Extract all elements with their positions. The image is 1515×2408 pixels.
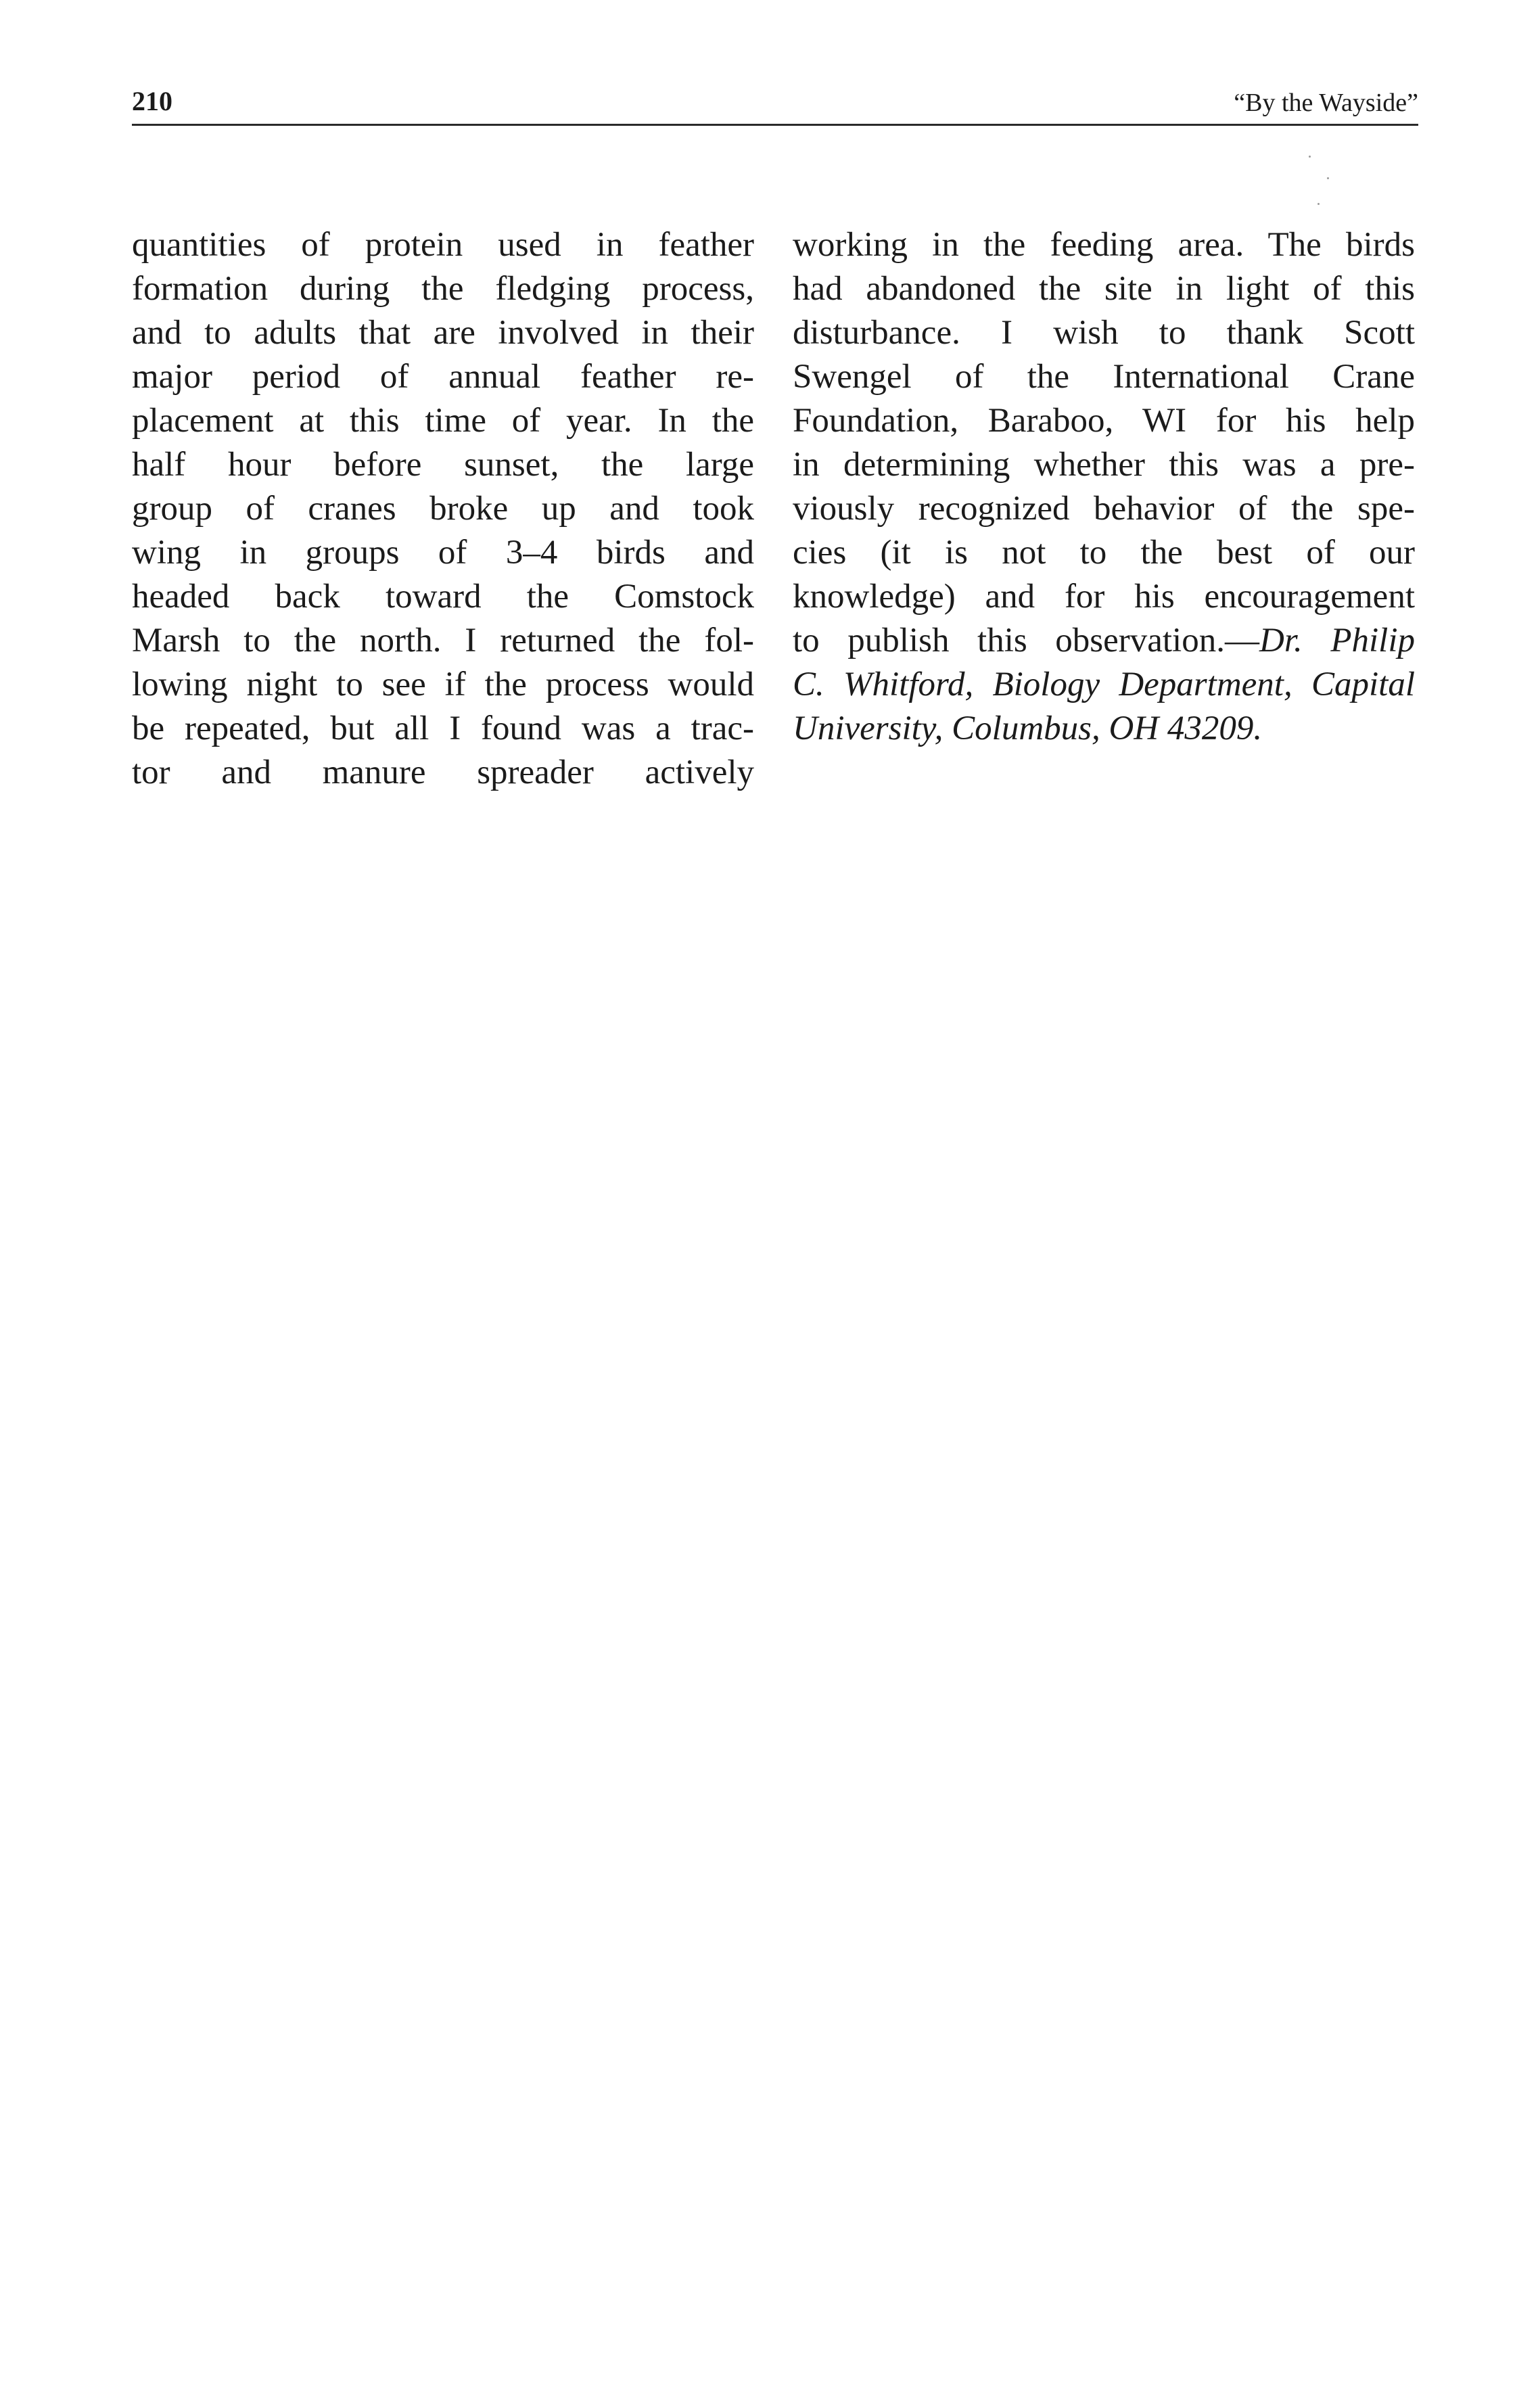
- page-header: [132, 81, 1418, 124]
- text-line: major period of annual feather re-: [132, 358, 754, 396]
- text-line: Swengel of the International Crane: [793, 358, 1415, 396]
- text-line: quantities of protein used in feather: [132, 226, 754, 264]
- page-number: 210: [132, 86, 172, 116]
- scan-speck: [1309, 156, 1311, 158]
- text-line: Foundation, Baraboo, WI for his help: [793, 402, 1415, 440]
- text-line: cies (it is not to the best of our: [793, 534, 1415, 572]
- text-line: tor and manure spreader actively: [132, 754, 754, 791]
- header-rule: [132, 124, 1418, 126]
- text-line: wing in groups of 3–4 birds and: [132, 534, 754, 572]
- text-line: formation during the fledging process,: [132, 270, 754, 308]
- author-affiliation-line: C. Whitford, Biology Department, Capital: [793, 666, 1415, 703]
- text-line: had abandoned the site in light of this: [793, 270, 1415, 308]
- text-line-mixed: [793, 619, 1415, 663]
- running-head: “By the Wayside”: [1234, 89, 1418, 117]
- scan-speck: [1318, 203, 1320, 205]
- text-fragment: to publish this observation.—: [793, 622, 1259, 659]
- text-line: disturbance. I wish to thank Scott: [793, 314, 1415, 352]
- left-column: [132, 223, 754, 795]
- text-line: half hour before sunset, the large: [132, 446, 754, 484]
- scan-speck: [1327, 177, 1329, 179]
- text-line: be repeated, but all I found was a trac-: [132, 710, 754, 747]
- text-line: lowing night to see if the process would: [132, 666, 754, 703]
- author-address-line: University, Columbus, OH 43209.: [793, 710, 1263, 747]
- text-line: headed back toward the Comstock: [132, 578, 754, 616]
- text-line: in determining whether this was a pre-: [793, 446, 1415, 484]
- text-line: placement at this time of year. In the: [132, 402, 754, 440]
- text-line: knowledge) and for his encouragement: [793, 578, 1415, 616]
- text-line: working in the feeding area. The birds: [793, 226, 1415, 264]
- right-column: [793, 223, 1415, 751]
- text-line: group of cranes broke up and took: [132, 490, 754, 528]
- text-line: and to adults that are involved in their: [132, 314, 754, 352]
- text-line: Marsh to the north. I returned the fol-: [132, 622, 754, 659]
- text-line: viously recognized behavior of the spe-: [793, 490, 1415, 528]
- author-name-fragment: Dr. Philip: [1259, 622, 1416, 659]
